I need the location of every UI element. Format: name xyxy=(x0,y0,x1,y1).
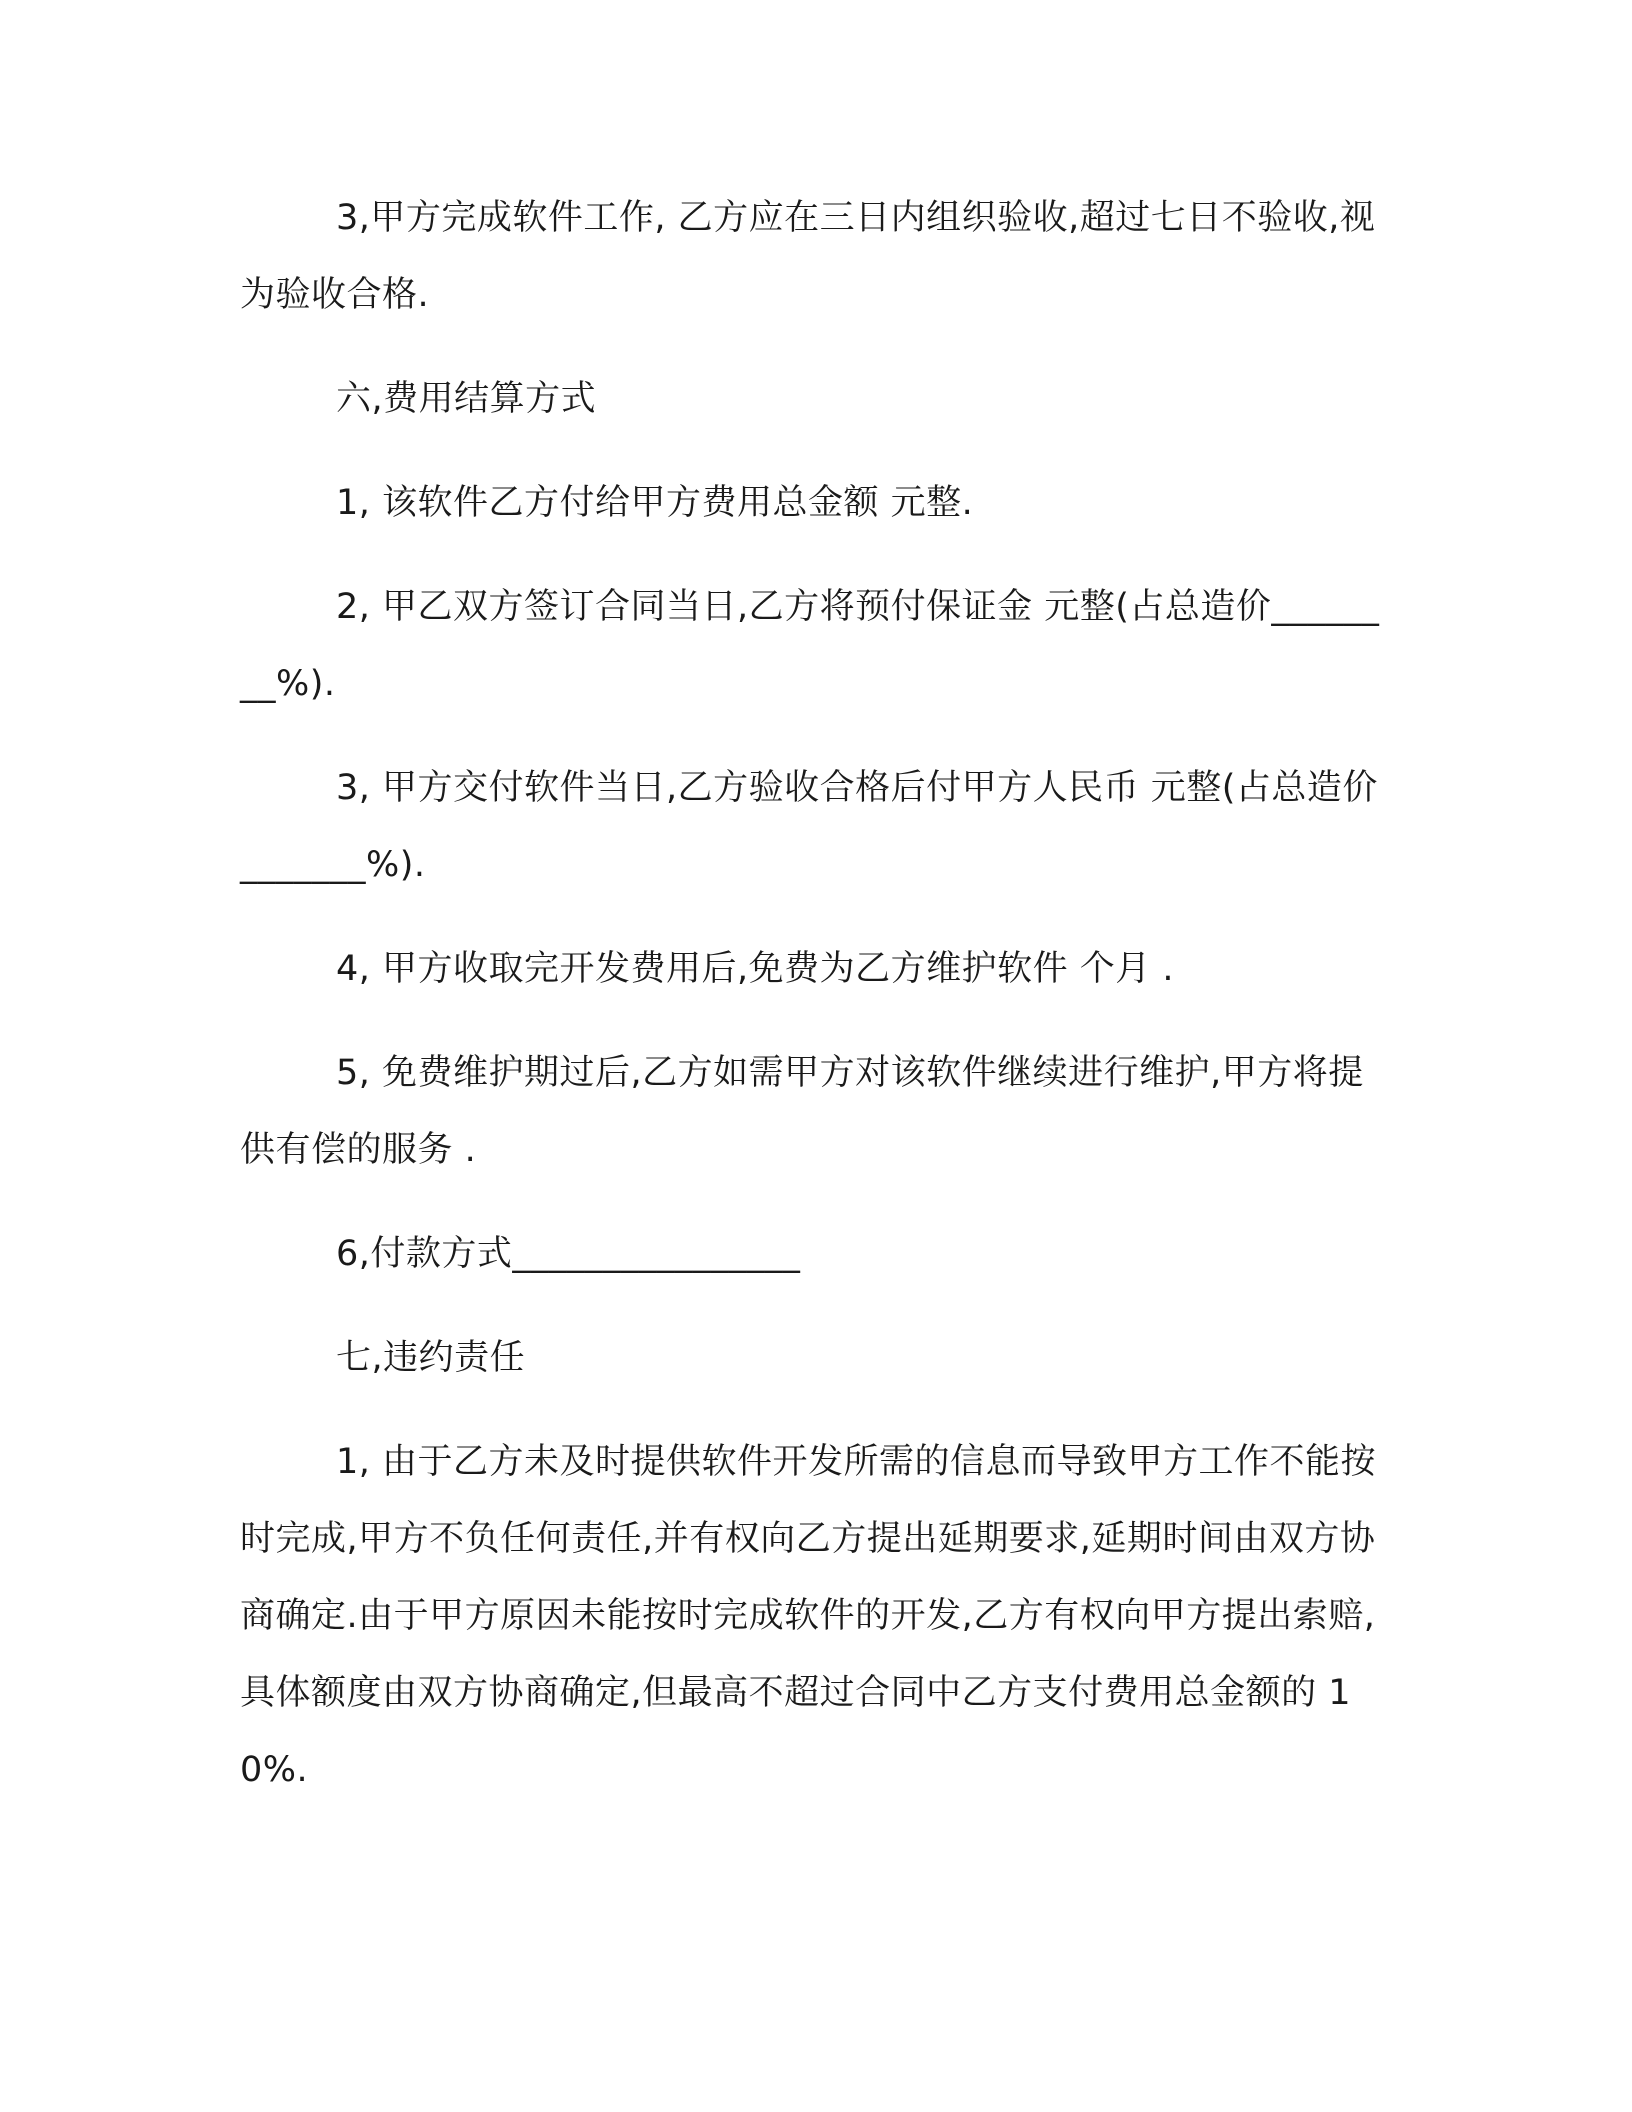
section-heading-fee-settlement: 六,费用结算方式 xyxy=(336,379,597,419)
clause-6-3-delivery-payment: 3, 甲方交付软件当日,乙方验收合格后付甲方人民币 元整(占总造价_______%). xyxy=(240,768,1378,885)
clause-6-5-paid-service: 5, 免费维护期过后,乙方如需甲方对该软件继续进行维护,甲方将提供有偿的服务 . xyxy=(240,1053,1364,1170)
clause-6-4-free-maintenance: 4, 甲方收取完开发费用后,免费为乙方维护软件 个月 . xyxy=(336,949,1175,989)
clause-5-3-acceptance: 3,甲方完成软件工作, 乙方应在三日内组织验收,超过七日不验收,视为验收合格. xyxy=(240,198,1376,315)
section-heading-liability: 七,违约责任 xyxy=(336,1338,526,1378)
clause-7-1-breach: 1, 由于乙方未及时提供软件开发所需的信息而导致甲方工作不能按时完成,甲方不负任何责任,并有权向乙方提出延期要求,延期时间由双方协商确定.由于甲方原因未能按时完成软件的开发,乙方有权向甲方提出索赔,具体额度由双方协商确定,但最高不超过合同中乙方支付费用总金额的 10%. xyxy=(240,1442,1377,1790)
clause-6-6-payment-method: 6,付款方式________________ xyxy=(336,1234,801,1274)
clause-6-1-total-fee: 1, 该软件乙方付给甲方费用总金额 元整. xyxy=(336,483,974,523)
document-body xyxy=(240,180,1380,1836)
clause-6-2-deposit: 2, 甲乙双方签订合同当日,乙方将预付保证金 元整(占总造价________%). xyxy=(240,587,1380,704)
